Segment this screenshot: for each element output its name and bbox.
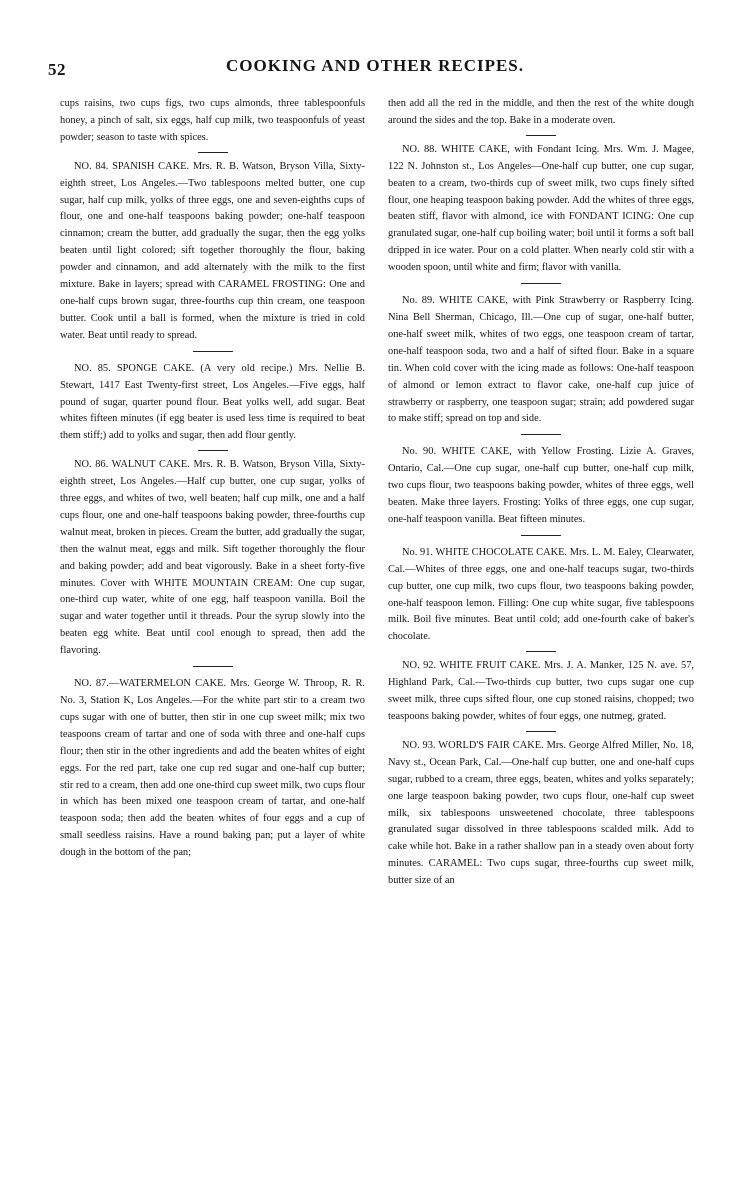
right-column — [388, 96, 694, 890]
recipe-continuation: cups raisins, two cups figs, two cups almonds, three tablespoonfuls honey, a pinch of salt, six eggs, half cup milk, two teaspoonfuls of yeast powder; season to taste with spices. — [60, 98, 365, 143]
left-column — [60, 96, 365, 862]
divider-rule — [198, 152, 228, 153]
divider-rule — [526, 651, 556, 652]
divider-rule — [193, 351, 233, 352]
recipe-87-continuation: then add all the red in the middle, and then the rest of the white dough around the sides and the top. Bake in a moderate oven. — [388, 98, 694, 126]
recipe-89-white-cake-strawberry: No. 89. WHITE CAKE, with Pink Strawberry or Raspberry Icing. Nina Bell Sherman, Chicago, Ill.—One cup of sugar, one-half butter, one-half sweet milk, whites of two eggs, one teaspoon cream of tartar, one-half teaspoon soda, two and a half of sifted flour. Bake in a square tin. When cold cover with the icing made as follows: One-half teaspoon of almond or lemon extract to flavor cake, one-half cup juice of strawberry or raspberry, one teaspoon sugar; strain; add powdered sugar to make stiff; spread on top and side. — [388, 295, 694, 425]
running-title: COOKING AND OTHER RECIPES. — [225, 56, 525, 75]
recipe-88-white-cake-fondant: NO. 88. WHITE CAKE, with Fondant Icing. Mrs. Wm. J. Magee, 122 N. Johnston st., Los Angeles—One-half cup butter, one cup sugar, beaten to a cream, two-thirds cup of sweet milk, two cups finely sifted flour, one heaping teaspoon baking powder. Add the whites of three eggs, beaten stiff, flavor with almond, ice with FONDANT ICING: One cup granulated sugar, one-half cup boiling water; boil until it forms a soft ball dripped in ice water. Pour on a cold platter. When nearly cold stir with a wooden spoon, until white and firm; flavor with vanilla. — [388, 143, 694, 274]
divider-rule — [193, 666, 233, 667]
divider-rule — [198, 450, 228, 451]
divider-rule — [526, 135, 556, 136]
recipe-91-white-chocolate-cake: No. 91. WHITE CHOCOLATE CAKE. Mrs. L. M. Ealey, Clearwater, Cal.—Whites of three eggs, one and one-half teacups sugar, two-thirds cup butter, one cup milk, two cups flour, two teaspoons baking powder, one-half teaspoon lemon. Filling: One cup white sugar, five tablespoons milk. Boil five minutes. Beat until cold; add one-fourth cake of baker's chocolate. — [388, 546, 694, 643]
recipe-87-watermelon-cake: NO. 87.—WATERMELON CAKE. Mrs. George W. Throop, R. R. No. 3, Station K, Los Angeles.—For the white part stir to a cream two cups sugar with one of butter, then stir in one cup sweet milk; mix two teaspoons cream of tartar and one of soda with three and one-half cups flour; then stir in the other ingredients and add the beaten whites of eight eggs. For the red part, take one cup red sugar and one-half cup butter; stir red to a cream, then add one one-third cup sweet milk, two cups flour in which has been mixed one teaspoon cream of tartar, and one-half teaspoon soda; then add the beaten whites of four eggs and a cup of small seedless raisins. Have a round baking pan; put a layer of white dough in the bottom of the pan; — [60, 678, 365, 859]
divider-rule — [521, 283, 561, 284]
recipe-84-spanish-cake: NO. 84. SPANISH CAKE. Mrs. R. B. Watson, Bryson Villa, Sixty-eighth street, Los Angeles.—Two tablespoons melted butter, one cup sugar, half cup milk, yolks of three eggs, one and seven-eighths cups of flour, one and one-half teaspoons baking powder; one-half teaspoon cinnamon; cream the butter, add gradually the sugar, then the egg yolks beaten until light colored; sift together thoroughly the flour, baking powder and cinnamon, and add alternately with the milk to the first mixture. Bake in layers; spread with CARAMEL FROSTING: One and one-half cups brown sugar, three-fourths cup thin cream, one teaspoon butter. Cook until a ball is formed, when the mixture is tried in cold water. Beat until ready to spread. — [60, 160, 365, 341]
divider-rule — [521, 535, 561, 536]
page-number: 52 — [48, 60, 66, 79]
recipe-90-white-cake-yellow: No. 90. WHITE CAKE, with Yellow Frosting. Lizie A. Graves, Ontario, Cal.—One cup sugar, one-half cup butter, one-half cup milk, two cups flour, two teaspoons baking powder, whites of three eggs, well beaten. Make three layers. Frosting: Yolks of three eggs, one cup sugar, one-half teaspoon vanilla. Beat fifteen minutes. — [388, 446, 694, 525]
recipe-85-sponge-cake: NO. 85. SPONGE CAKE. (A very old recipe.) Mrs. Nellie B. Stewart, 1417 East Twenty-first street, Los Angeles.—Five eggs, half pound of sugar, quarter pound flour. Beat yolks well, add sugar. Beat whites fifteen minutes (if egg beater is used less time is required to beat them stiff;) add to yolks and sugar, then add flour gently. — [60, 362, 365, 442]
recipe-86-walnut-cake: NO. 86. WALNUT CAKE. Mrs. R. B. Watson, Bryson Villa, Sixty-eighth street, Los Angeles.—Half cup butter, one cup sugar, yolks of three eggs, and whites of two, well beaten; half cup milk, one and a half cups flour, one and one-half teaspoons baking powder, three-fourths cup walnut meat, broken in pieces. Cream the butter, add gradually the sugar, then the walnut meat, eggs and milk. Sift together thoroughly the flour and baking powder; add and beat vigorously. Bake in a sheet forty-five minutes. Cover with WHITE MOUNTAIN CREAM: One cup sugar, one-third cup water, white of one egg, half teaspoon vanilla. Boil the sugar and water together until it threads. Pour the syrup slowly into the beaten egg white. Beat until cool enough to spread, then add the flavoring. — [60, 459, 365, 657]
divider-rule — [526, 731, 556, 732]
recipe-93-worlds-fair-cake: NO. 93. WORLD'S FAIR CAKE. Mrs. George Alfred Miller, No. 18, Navy st., Ocean Park, Cal.—One-half cup butter, one and one-half cups sugar, rubbed to a cream, three eggs, beaten, whites and yolks separately; one large teaspoon baking powder, two cups flour, one-half cup sweet milk, six tablespoons unsweetened chocolate, three tablespoons granulated sugar dissolved in three tablespoons scalded milk. Add to cake while hot. Bake in a rather shallow pan in a steady oven about forty minutes. CARAMEL: Two cups sugar, three-fourths cup sweet milk, butter size of an — [388, 739, 694, 887]
divider-rule — [521, 434, 561, 435]
recipe-92-white-fruit-cake: NO. 92. WHITE FRUIT CAKE. Mrs. J. A. Manker, 125 N. ave. 57, Highland Park, Cal.—Two-thirds cup butter, two cups sugar one cup sweet milk, three cups sifted flour, one cup stoned raisins, chopped; two teaspoons baking powder, whites of four eggs, one nutmeg, grated. — [388, 660, 694, 722]
